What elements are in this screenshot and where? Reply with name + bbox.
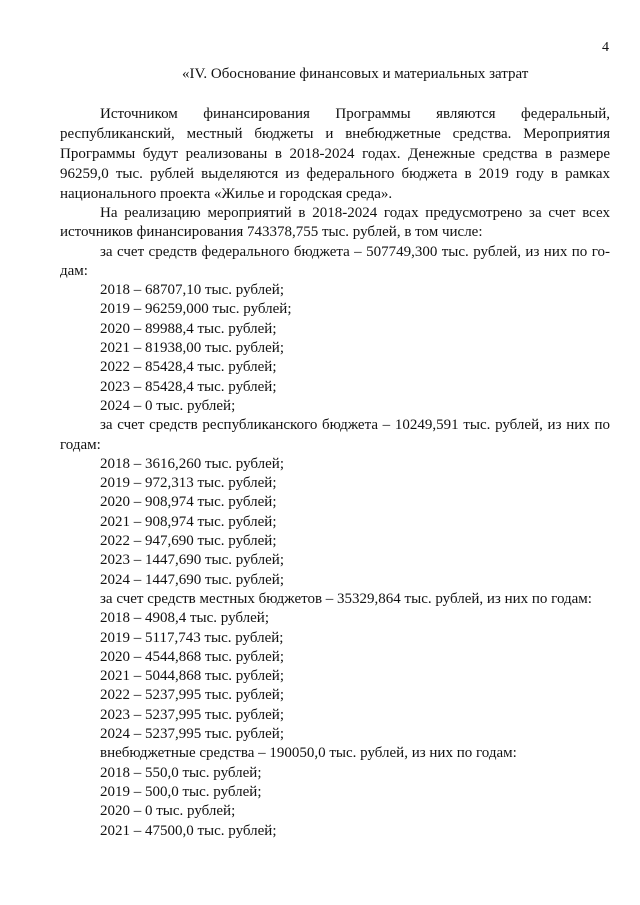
extrabudgetary-heading: внебюджетные средства – 190050,0 тыс. рублей, из них по годам: bbox=[100, 745, 517, 762]
republican-year-item: 2019 – 972,313 тыс. рублей; bbox=[100, 475, 277, 492]
republican-year-item: 2024 – 1447,690 тыс. рублей; bbox=[100, 571, 284, 588]
federal-year-item: 2019 – 96259,000 тыс. рублей; bbox=[100, 301, 292, 318]
local-budget-heading: за счет средств местных бюджетов – 35329,864 тыс. рублей, из них по годам: bbox=[100, 590, 592, 607]
republican-year-item: 2020 – 908,974 тыс. рублей; bbox=[100, 494, 277, 511]
federal-year-item: 2018 – 68707,10 тыс. рублей; bbox=[100, 282, 284, 299]
intro-paragraph: Источником финансирования Программы являются федеральный, республиканский, местный бюджеты и внебюджетные средства. Мероприятия Программы будут реализованы в 2018-2024 годах. Денежные средства в размере 96259,0 тыс. рублей выделяются из федерального бюджета в 2019 году в рамках национального проекта «Жилье и городская среда». bbox=[60, 106, 610, 202]
total-financing-line: На реализацию мероприятий в 2018-2024 годах предусмотрено за счет всех bbox=[100, 205, 610, 221]
page-number: 4 bbox=[602, 40, 609, 55]
federal-year-item: 2022 – 85428,4 тыс. рублей; bbox=[100, 359, 277, 376]
section-title: «IV. Обоснование финансовых и материальных затрат bbox=[182, 66, 529, 82]
extrabudgetary-year-item: 2021 – 47500,0 тыс. рублей; bbox=[100, 822, 277, 839]
local-year-item: 2021 – 5044,868 тыс. рублей; bbox=[100, 668, 284, 685]
local-year-item: 2018 – 4908,4 тыс. рублей; bbox=[100, 610, 269, 627]
federal-year-item: 2021 – 81938,00 тыс. рублей; bbox=[100, 340, 284, 357]
federal-year-item: 2020 – 89988,4 тыс. рублей; bbox=[100, 320, 277, 337]
extrabudgetary-year-item: 2019 – 500,0 тыс. рублей; bbox=[100, 783, 262, 800]
total-financing-line-continued: источников финансирования 743378,755 тыс. рублей, в том числе: bbox=[60, 224, 483, 241]
federal-year-item: 2024 – 0 тыс. рублей; bbox=[100, 397, 236, 414]
federal-budget-heading: за счет средств федерального бюджета – 507749,300 тыс. рублей, из них по го- bbox=[100, 243, 610, 260]
local-year-item: 2024 – 5237,995 тыс. рублей; bbox=[100, 726, 284, 743]
federal-budget-heading-continued: дам: bbox=[60, 262, 88, 279]
local-year-item: 2020 – 4544,868 тыс. рублей; bbox=[100, 648, 284, 665]
republican-year-item: 2021 – 908,974 тыс. рублей; bbox=[100, 513, 277, 530]
extrabudgetary-year-item: 2018 – 550,0 тыс. рублей; bbox=[100, 764, 262, 781]
republican-year-item: 2018 – 3616,260 тыс. рублей; bbox=[100, 455, 284, 472]
local-year-item: 2023 – 5237,995 тыс. рублей; bbox=[100, 706, 284, 723]
local-year-item: 2022 – 5237,995 тыс. рублей; bbox=[100, 687, 284, 704]
financing-breakdown bbox=[60, 204, 610, 841]
federal-year-item: 2023 – 85428,4 тыс. рублей; bbox=[100, 378, 277, 395]
republican-year-item: 2022 – 947,690 тыс. рублей; bbox=[100, 533, 277, 550]
local-year-item: 2019 – 5117,743 тыс. рублей; bbox=[100, 629, 284, 646]
extrabudgetary-year-item: 2020 – 0 тыс. рублей; bbox=[100, 803, 236, 820]
republican-budget-heading-continued: годам: bbox=[60, 436, 101, 453]
republican-budget-heading: за счет средств республиканского бюджета – 10249,591 тыс. рублей, из них по bbox=[100, 417, 610, 434]
republican-year-item: 2023 – 1447,690 тыс. рублей; bbox=[100, 552, 284, 569]
